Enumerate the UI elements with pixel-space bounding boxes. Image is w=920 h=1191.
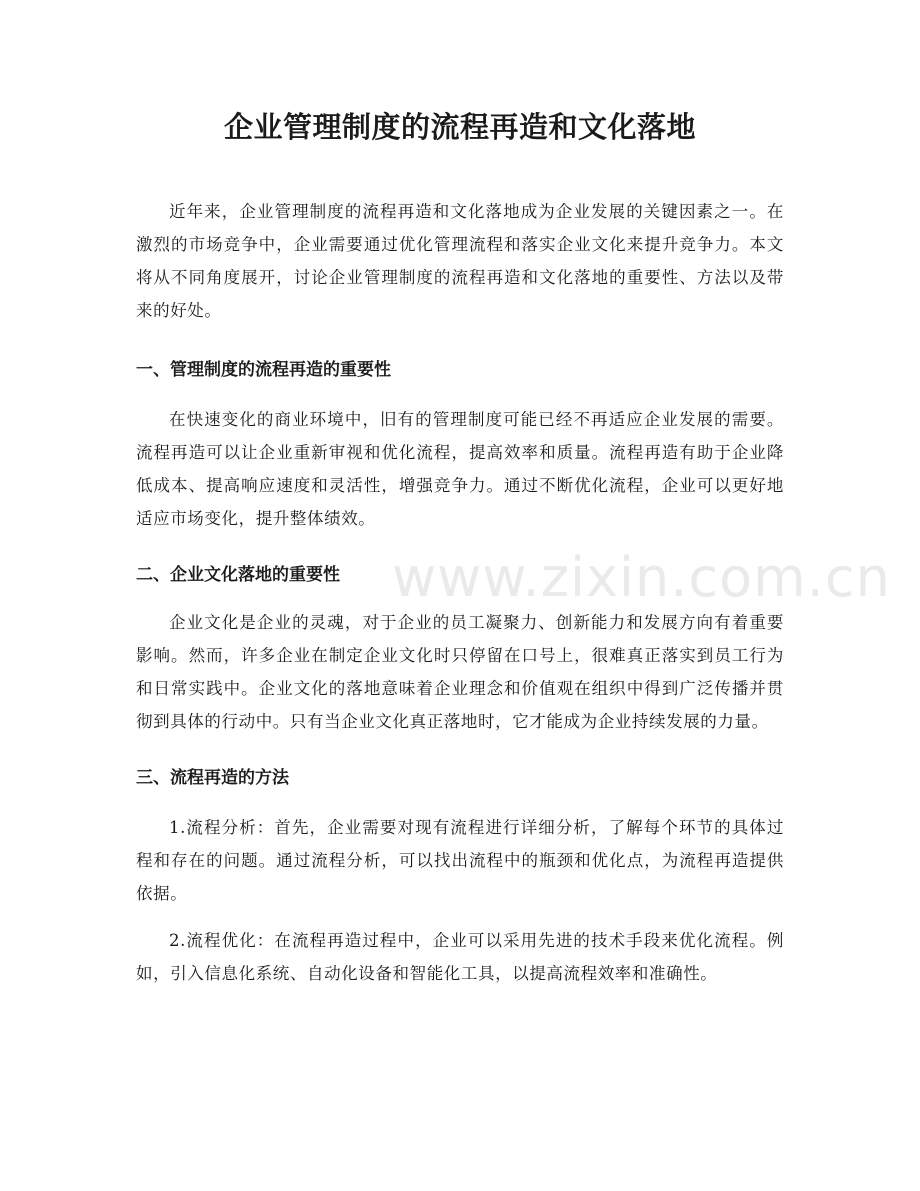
section-1-paragraph-1: 在快速变化的商业环境中，旧有的管理制度可能已经不再适应企业发展的需要。流程再造可以让企业重新审视和优化流程，提高效率和质量。流程再造有助于企业降低成本、提高响应速度和灵活性，增强竞争力。通过不断优化流程，企业可以更好地适应市场变化，提升整体绩效。 [136,410,784,528]
section-2-heading: 二、企业文化落地的重要性 [136,565,340,585]
document-title: 企业管理制度的流程再造和文化落地 [223,110,696,144]
intro-paragraph: 近年来，企业管理制度的流程再造和文化落地成为企业发展的关键因素之一。在激烈的市场竞争中，企业需要通过优化管理流程和落实企业文化来提升竞争力。本文将从不同角度展开，讨论企业管理制度的流程再造和文化落地的重要性、方法以及带来的好处。 [136,202,784,320]
section-3-heading: 三、流程再造的方法 [136,768,289,788]
section-3-paragraph-1: 1.流程分析：首先，企业需要对现有流程进行详细分析，了解每个环节的具体过程和存在的问题。通过流程分析，可以找出流程中的瓶颈和优化点，为流程再造提供依据。 [136,818,784,903]
section-1-heading: 一、管理制度的流程再造的重要性 [136,360,391,380]
section-3-paragraph-2: 2.流程优化：在流程再造过程中，企业可以采用先进的技术手段来优化流程。例如，引入信息化系统、自动化设备和智能化工具，以提高流程效率和准确性。 [136,931,784,983]
site-watermark: www.zixin.com.cn [392,546,891,609]
section-2-paragraph-1: 企业文化是企业的灵魂，对于企业的员工凝聚力、创新能力和发展方向有着重要影响。然而，许多企业在制定企业文化时只停留在口号上，很难真正落实到员工行为和日常实践中。企业文化的落地意味着企业理念和价值观在组织中得到广泛传播并贯彻到具体的行动中。只有当企业文化真正落地时，它才能成为企业持续发展的力量。 [136,613,784,731]
